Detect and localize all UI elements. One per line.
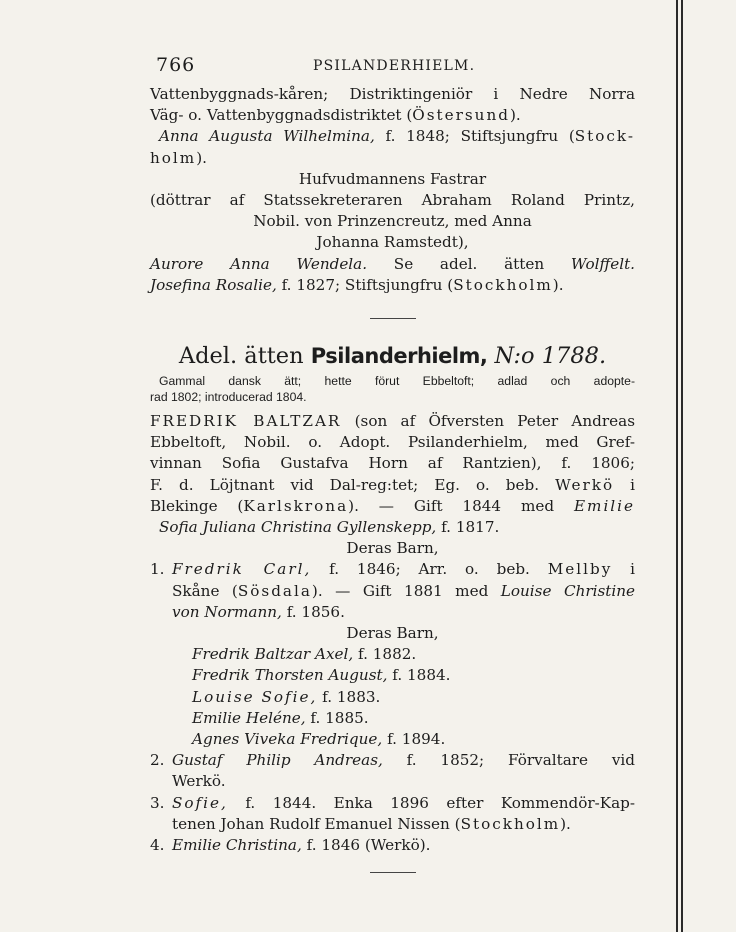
child-entry xyxy=(150,559,635,580)
text-run: f. 1848; Stiftsjungfru ( xyxy=(374,127,575,146)
person-name: Sofia Juliana Christina Gyllenskepp, xyxy=(159,518,437,537)
document-page xyxy=(150,54,635,895)
aunts-section xyxy=(150,169,635,296)
person-name: Emilie xyxy=(573,496,636,515)
person-name: Gustaf Philip Andreas, xyxy=(172,751,383,770)
text-run: (son af Öfversten Peter Andreas xyxy=(341,412,635,431)
place-name: holm xyxy=(150,148,197,167)
text-line xyxy=(150,814,635,835)
page-edge-line xyxy=(676,0,678,932)
opening-paragraph xyxy=(150,84,635,169)
text-line xyxy=(150,411,635,432)
text-run: f. 1852; Förvaltare vid xyxy=(382,751,635,770)
text-run: f. 1817. xyxy=(436,518,500,537)
text-line: Vattenbyggnads-kåren; Distriktingeniör i Nedre Norra xyxy=(150,85,635,103)
place-name: Stockholm xyxy=(460,814,561,833)
divider-rule xyxy=(370,872,416,873)
text-line xyxy=(150,126,635,147)
text-run: f. 1846; Arr. o. beb. xyxy=(311,560,548,579)
person-name: Emilie Christina, xyxy=(172,836,302,855)
child-entry xyxy=(150,750,635,771)
person-name: FREDRIK BALTZAR xyxy=(150,412,342,431)
text-line xyxy=(150,105,635,126)
text-run: f. 1882. xyxy=(353,645,417,664)
place-name: Mellby xyxy=(547,560,613,579)
list-item xyxy=(192,665,635,686)
child-number: 2. xyxy=(150,751,165,770)
text-run: f. 1846 (Werkö). xyxy=(301,836,431,855)
list-item xyxy=(192,687,635,708)
person-name: Fredrik Carl, xyxy=(172,560,312,579)
title-prefix: Adel. ätten xyxy=(178,343,311,370)
section-heading: Deras Barn, xyxy=(346,539,439,558)
page-header xyxy=(150,54,635,84)
text-run: Blekinge ( xyxy=(150,496,244,515)
page-number: 766 xyxy=(156,54,196,76)
list-item xyxy=(192,708,635,729)
text-line: Werkö. xyxy=(172,772,226,791)
text-run: f. 1885. xyxy=(305,708,369,727)
text-run: Se adel. ätten xyxy=(367,254,571,273)
text-run: ). xyxy=(560,814,571,833)
text-run: f. 1856. xyxy=(281,602,345,621)
text-run: f. 1883. xyxy=(317,687,381,706)
text-line xyxy=(150,254,635,275)
place-name: Stock- xyxy=(574,127,635,146)
text-line: vinnan Sofia Gustafva Horn af Rantzien), f. 1806; xyxy=(150,454,635,473)
head-entry xyxy=(150,411,635,538)
text-run: ). — Gift 1844 med xyxy=(348,496,574,515)
person-name: Josefina Rosalie, xyxy=(150,275,277,294)
text-line xyxy=(150,581,635,602)
child-number: 3. xyxy=(150,793,165,812)
section-heading: Hufvudmannens Fastrar xyxy=(298,169,487,188)
person-name: Emilie Heléne, xyxy=(192,708,306,727)
text-line: (döttrar af Statssekreteraren Abraham Roland Printz, xyxy=(150,191,635,210)
note-line: Gammal dansk ätt; hette förut Ebbeltoft; adlad och adopte- xyxy=(159,374,635,389)
person-name: Anna Augusta Wilhelmina, xyxy=(159,127,375,146)
place-name: Stockholm xyxy=(453,275,553,294)
family-name: Psilanderhielm, xyxy=(310,344,488,369)
list-item xyxy=(192,644,635,665)
children-section xyxy=(150,538,635,856)
place-name: Östersund xyxy=(412,106,510,125)
family-reference: Wolffelt. xyxy=(570,254,636,273)
person-name: Agnes Viveka Fredrique, xyxy=(192,730,383,749)
text-line xyxy=(150,148,635,169)
text-line: Ebbeltoft, Nobil. o. Adopt. Psilanderhielm, med Gref- xyxy=(150,433,635,452)
text-line: Johanna Ramstedt), xyxy=(316,233,469,252)
place-name: Werkö xyxy=(555,475,615,494)
text-run: i xyxy=(612,560,635,579)
text-run: f. 1827; Stiftsjungfru ( xyxy=(276,275,454,294)
person-name: Louise Sofie, xyxy=(192,687,318,706)
text-run: f. 1884. xyxy=(387,666,451,685)
person-name: Fredrik Thorsten August, xyxy=(192,666,388,685)
person-name: von Normann, xyxy=(172,602,282,621)
person-name: Aurore Anna Wendela. xyxy=(150,254,368,273)
text-line xyxy=(150,275,635,296)
text-run: Skåne ( xyxy=(172,581,238,600)
person-name: Sofie, xyxy=(172,793,228,812)
text-run: Väg- o. Vattenbyggnadsdistriktet ( xyxy=(150,106,413,125)
text-line xyxy=(150,602,635,623)
list-item xyxy=(192,729,635,750)
page-edge-line-2 xyxy=(681,0,683,932)
text-run: tenen Johan Rudolf Emanuel Nissen ( xyxy=(172,814,461,833)
text-run: f. 1844. Enka 1896 efter Kommendör-Kap- xyxy=(227,793,635,812)
text-run: i xyxy=(614,475,636,494)
text-line xyxy=(150,517,635,538)
divider-rule xyxy=(370,318,416,319)
family-note xyxy=(150,373,635,405)
grandchildren-list xyxy=(150,644,635,750)
child-number: 4. xyxy=(150,836,165,855)
text-run: ). xyxy=(509,106,521,125)
text-line xyxy=(150,475,635,496)
person-name: Louise Christine xyxy=(500,581,635,600)
child-number: 1. xyxy=(150,560,165,579)
text-line xyxy=(150,496,635,517)
text-run: F. d. Löjtnant vid Dal-reg:tet; Eg. o. beb. xyxy=(150,475,556,494)
person-name: Fredrik Baltzar Axel, xyxy=(192,645,354,664)
child-entry xyxy=(150,793,635,814)
family-number: N:o 1788. xyxy=(487,343,607,370)
child-entry xyxy=(150,835,635,856)
place-name: Sösdala xyxy=(237,581,312,600)
text-run: ). xyxy=(196,148,207,167)
family-title xyxy=(150,341,635,371)
running-head: PSILANDERHIELM. xyxy=(313,58,476,74)
place-name: Karlskrona xyxy=(243,496,349,515)
text-run: ). — Gift 1881 med xyxy=(311,581,501,600)
text-line: Nobil. von Prinzencreutz, med Anna xyxy=(253,212,532,231)
text-run: f. 1894. xyxy=(382,730,446,749)
note-line: rad 1802; introducerad 1804. xyxy=(150,390,307,405)
section-heading: Deras Barn, xyxy=(346,624,439,643)
text-run: ). xyxy=(552,275,564,294)
